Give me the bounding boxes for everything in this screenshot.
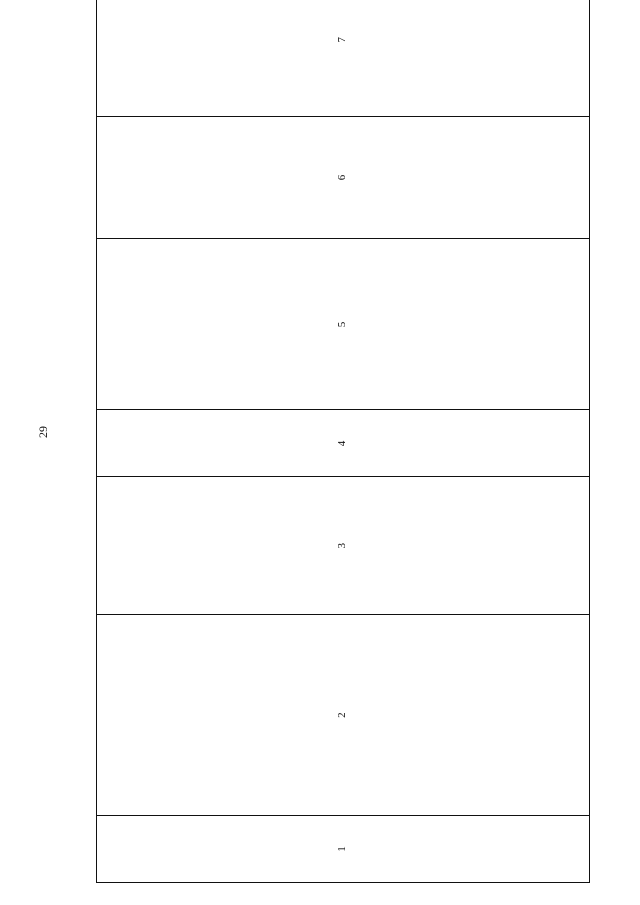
header-row xyxy=(97,0,590,883)
rotated-table-container xyxy=(96,0,590,883)
header-cell-3: 3 xyxy=(97,477,590,615)
header-cell-5: 5 xyxy=(97,239,590,410)
header-cell-2: 2 xyxy=(97,615,590,816)
page-number: 29 xyxy=(36,426,50,438)
budget-table xyxy=(96,0,590,883)
header-cell-1: 1 xyxy=(97,816,590,883)
header-cell-6: 6 xyxy=(97,116,590,239)
header-cell-4: 4 xyxy=(97,410,590,477)
header-cell-7: 7 xyxy=(97,0,590,116)
